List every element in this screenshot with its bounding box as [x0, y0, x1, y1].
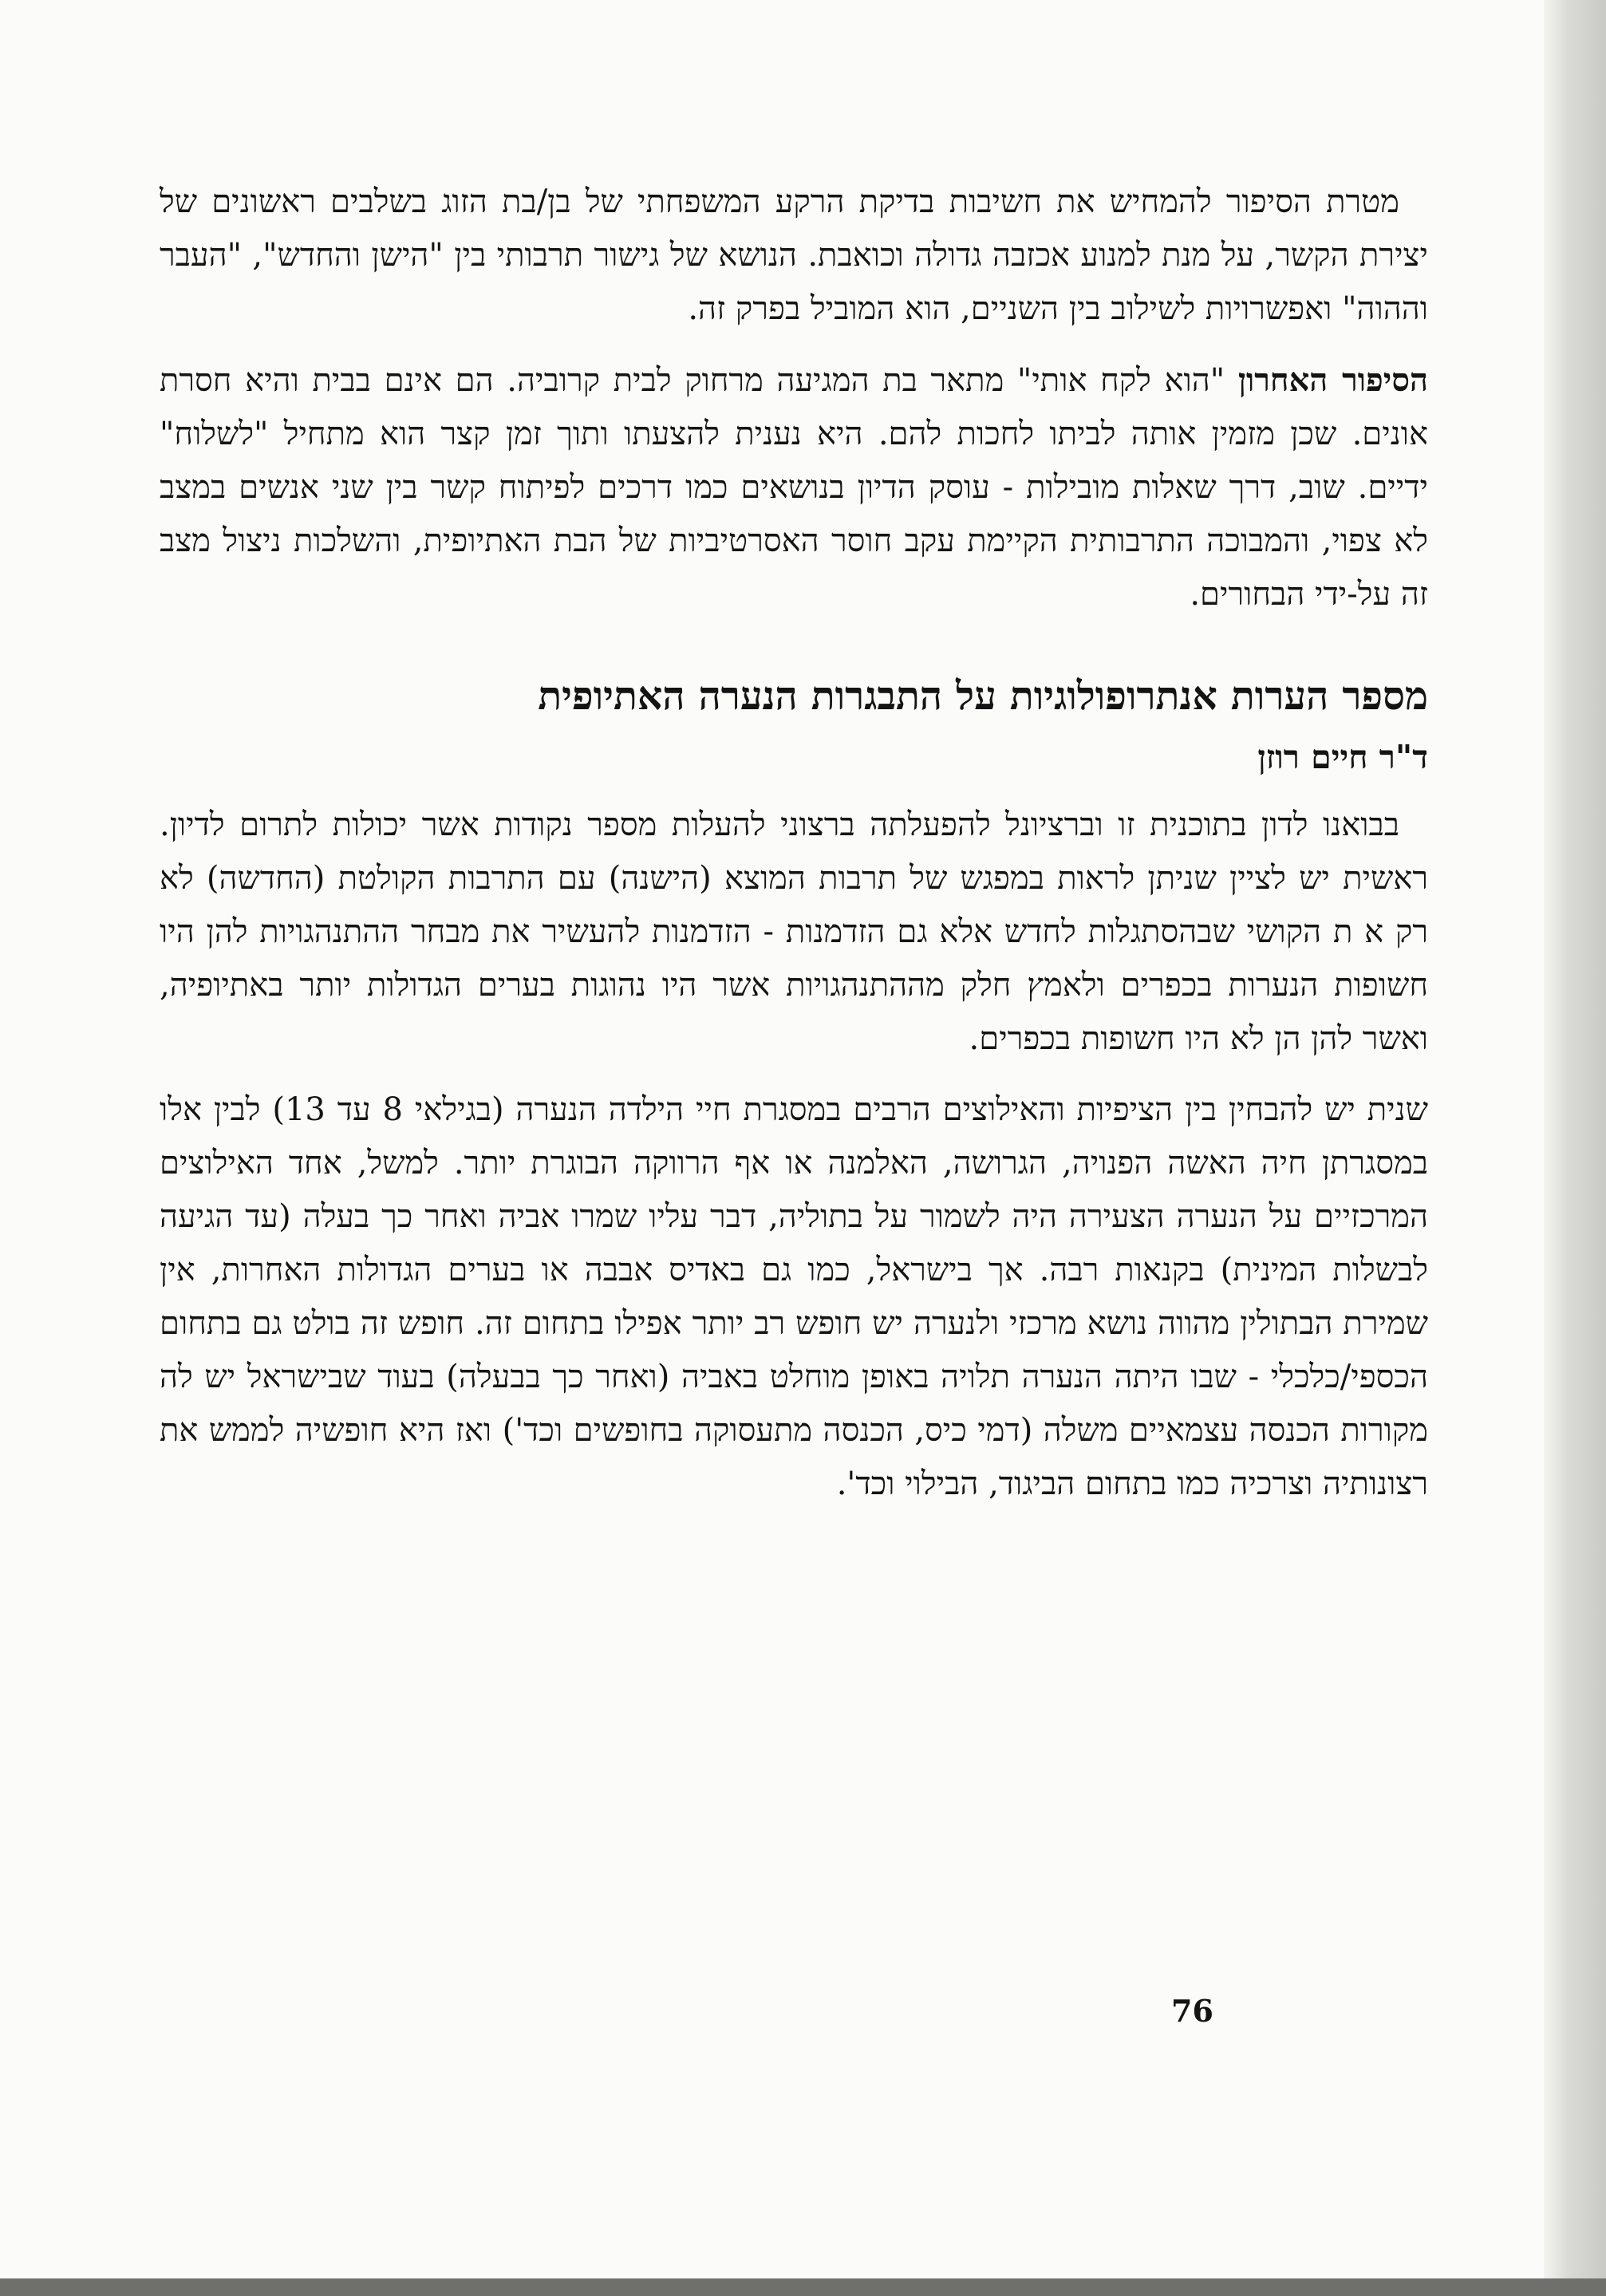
section-author: ד"ר חיים רוזן	[1257, 738, 1428, 776]
paragraph-lead-bold: הסיפור האחרון	[1237, 361, 1428, 399]
paragraph-text: בבואנו לדון בתוכנית זו וברציונל להפעלתה ברצוני להעלות מספר נקודות אשר יכולות לתרום לדיון. ראשית יש לציין שניתן לראות במפגש של תרבות המוצא (הישנה) עם התרבות הקולטת (החדשה) לא רק א ת הקושי שבהסתגלות לחדש אלא גם הזדמנות - הזדמנות להעשיר את מבחר ההתנהגויות להן היו חשופות הנערות בכפרים ולאמץ חלק מההתנהגויות אשר היו נהוגות בערים הגדולות יותר באתיופיה, ואשר להן הן לא היו חשופות בכפרים.	[160, 807, 1428, 1057]
paragraph-text: "הוא לקח אותי" מתאר בת המגיעה מרחוק לבית קרוביה. הם אינם בבית והיא חסרת אונים. שכן מזמין אותה לביתו לחכות להם. היא נענית להצעתו ותוך זמן קצר הוא מתחיל "לשלוח" ידיים. שוב, דרך שאלות מובילות - עוסק הדיון בנושאים כמו דרכים לפיתוח קשר בין שני אנשים במצב לא צפוי, והמבוכה התרבותית הקיימת עקב חוסר האסרטיביות של הבת האתיופית, והשלכות ניצול מצב זה על-ידי הבחורים.	[160, 362, 1428, 613]
scan-page-edge	[1544, 0, 1606, 2296]
paragraph-story-purpose	[160, 176, 1428, 336]
page-number: 76	[1171, 1993, 1213, 2029]
paragraph-first-point	[160, 799, 1428, 1066]
paragraph-text: מטרת הסיפור להמחיש את חשיבות בדיקת הרקע המשפחתי של בן/בת הזוג בשלבים ראשונים של יצירת הקשר, על מנת למנוע אכזבה גדולה וכואבת. הנושא של גישור תרבותי בין "הישן והחדש", "העבר וההוה" ואפשרויות לשילוב בין השניים, הוא המוביל בפרק זה.	[160, 183, 1428, 327]
document-page	[160, 176, 1428, 1529]
paragraph-last-story	[160, 353, 1428, 621]
paragraph-second-point	[160, 1083, 1428, 1511]
scan-bottom-edge	[0, 2278, 1606, 2296]
section-title: מספר הערות אנתרופולוגיות על התבגרות הנערה האתיופית	[538, 673, 1428, 719]
paragraph-text: שנית יש להבחין בין הציפיות והאילוצים הרבים במסגרת חיי הילדה הנערה (בגילאי 8 עד 13) לבין אלו במסגרתן חיה האשה הפנויה, הגרושה, האלמנה או אף הרווקה הבוגרת יותר. למשל, אחד האילוצים המרכזיים על הנערה הצעירה היה לשמור על בתוליה, דבר עליו שמרו אביה ואחר כך בעלה (עד הגיעה לבשלות המינית) בקנאות רבה. אך בישראל, כמו גם באדיס אבבה או בערים הגדולות האחרות, אין שמירת הבתולין מהווה נושא מרכזי ולנערה יש חופש רב יותר אפילו בתחום זה. חופש זה בולט גם בתחום הכספי/כלכלי - שבו היתה הנערה תלויה באופן מוחלט באביה (ואחר כך בבעלה) בעוד שבישראל יש לה מקורות הכנסה עצמאיים משלה (דמי כיס, הכנסה מתעסוקה בחופשים וכד') ואז היא חופשיה לממש את רצונותיה וצרכיה כמו בתחום הביגוד, הבילוי וכד'.	[160, 1091, 1428, 1502]
